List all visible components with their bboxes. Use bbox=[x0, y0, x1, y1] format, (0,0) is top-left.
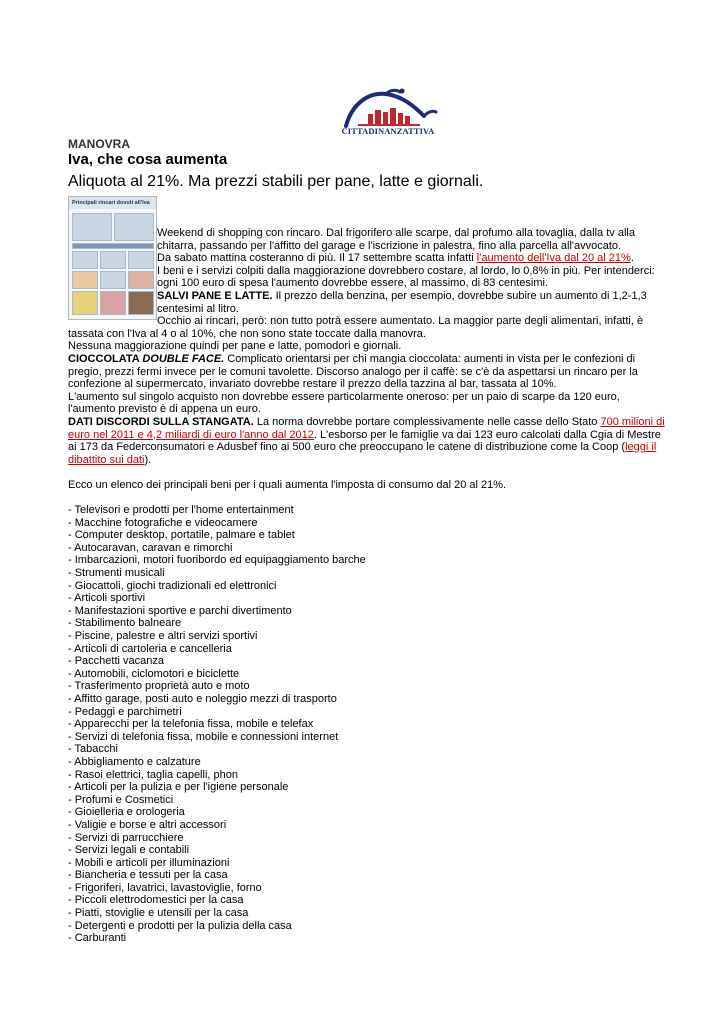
paragraph: L'aumento sul singolo acquisto non dovrebbe essere particolarmente oneroso: per un paio di scarpe da 120 euro, l'aumento previsto è di appena un euro. bbox=[68, 390, 620, 416]
list-item: - Piccoli elettrodomestici per la casa bbox=[68, 894, 244, 907]
list-item: - Valigie e borse e altri accessori bbox=[68, 818, 227, 831]
paragraph: Weekend di shopping con rincaro. Dal frigorifero alle scarpe, dal profumo alla tovaglia, dalla tv alla chitarra, passando per l'affitto del garage e l'iscrizione in palestra, fino alla parcella all'avvocato. bbox=[157, 227, 635, 252]
list-item: - Articoli sportivi bbox=[68, 592, 146, 605]
list-item: - Giocattoli, giochi tradizionali ed elettronici bbox=[68, 579, 277, 592]
list-item: - Affitto garage, posti auto e noleggio mezzi di trasporto bbox=[68, 692, 337, 705]
list-item: - Autocaravan, caravan e rimorchi bbox=[68, 541, 233, 554]
list-item: - Imbarcazioni, motori fuoribordo ed equipaggiamento barche bbox=[68, 554, 366, 567]
list-item: - Tabacchi bbox=[68, 743, 118, 756]
list-item: - Piscine, palestre e altri servizi sportivi bbox=[68, 630, 258, 642]
paragraph-heading: DATI DISCORDI SULLA STANGATA. bbox=[68, 415, 254, 428]
paragraph bbox=[68, 353, 668, 391]
text-span: . L'esborso per le famiglie va dai 123 euro calcolati dalla Cgia di Mestre ai 173 da Federconsumatori e Adusbef fino ai 500 euro che preoccupano le catene di distribuzione come la Coop ( bbox=[68, 428, 661, 454]
infographic-heading: Principali rincari dovuti all'Iva bbox=[69, 197, 156, 209]
list-item: - Abbigliamento e calzature bbox=[68, 755, 201, 768]
text-span: Complicato orientarsi per chi mangia cioccolata: aumenti in vista per le confezioni di pregio, prezzi fermi invece per le comuni tavolette. Discorso analogo per il caffè: se c'è da aspettarsi un rincaro per la confezione al supermercato, invariato dovrebbe restare il prezzo della tazzina al bar, tassata al 10%. bbox=[68, 352, 638, 391]
list-item: - Manifestazioni sportive e parchi divertimento bbox=[68, 604, 292, 617]
list-item: - Profumi e Cosmetici bbox=[68, 793, 174, 806]
list-item: - Detergenti e prodotti per la pulizia della casa bbox=[68, 919, 292, 932]
logo-emblem-icon bbox=[328, 86, 448, 128]
list-item: - Servizi legali e contabili bbox=[68, 844, 190, 857]
list-item: - Gioielleria e orologeria bbox=[68, 806, 185, 819]
spacer bbox=[68, 491, 668, 504]
section-label: MANOVRA bbox=[68, 137, 130, 151]
list-item: - Pedaggi e parchimetri bbox=[68, 705, 182, 718]
list-item: - Servizi di telefonia fissa, mobile e connessioni internet bbox=[68, 730, 339, 743]
paragraph bbox=[68, 290, 668, 315]
article-title: Iva, che cosa aumenta bbox=[68, 151, 228, 168]
text-span: ). bbox=[144, 453, 152, 466]
paragraph: I beni e i servizi colpiti dalla maggiorazione dovrebbero costare, al lordo, lo 0,8% in più. Per intenderci: ogni 100 euro di spesa l'aumento dovrebbe essere, al massimo, di 83 centesimi. bbox=[157, 264, 655, 290]
cittadinanzattiva-logo bbox=[328, 86, 448, 138]
logo-wordmark: CITTADINANZATTIVA bbox=[341, 126, 435, 136]
text-span: Da sabato mattina costeranno di più. Il 17 settembre scatta infatti bbox=[157, 252, 477, 265]
paragraph-heading-italic: DOUBLE FACE. bbox=[142, 352, 225, 365]
list-item: - Carburanti bbox=[68, 932, 127, 945]
list-item: - Articoli per la pulizia e per l'igiene personale bbox=[68, 781, 289, 794]
paragraph-heading: SALVI PANE E LATTE. bbox=[157, 289, 273, 302]
list-item: - Biancheria e tessuti per la casa bbox=[68, 869, 228, 882]
paragraph bbox=[68, 416, 668, 466]
list-item: - Frigoriferi, lavatrici, lavastoviglie, forno bbox=[68, 881, 262, 894]
list-item: - Televisori e prodotti per l'home entertainment bbox=[68, 504, 294, 517]
data-debate-link[interactable]: leggi il dibattito sui dati bbox=[68, 441, 657, 466]
list-item: - Stabilimento balneare bbox=[68, 617, 182, 630]
text-span: Il prezzo della benzina, per esempio, dovrebbe subire un aumento di 1,2-1,3 centesimi al litro. bbox=[157, 289, 647, 315]
list-item: - Macchine fotografiche e videocamere bbox=[68, 516, 258, 529]
article-subtitle: Aliquota al 21%. Ma prezzi stabili per pane, latte e giornali. bbox=[68, 173, 484, 190]
revenue-figures-link[interactable]: 700 milioni di euro nel 2011 e 4,2 miliardi di euro l'anno dal 2012 bbox=[68, 415, 665, 441]
spacer bbox=[68, 466, 668, 479]
list-item: - Mobili e articoli per illuminazioni bbox=[68, 856, 230, 869]
list-item: - Trasferimento proprietà auto e moto bbox=[68, 680, 250, 693]
list-item: - Pacchetti vacanza bbox=[68, 655, 164, 668]
text-span: . bbox=[630, 252, 634, 265]
paragraph: Occhio ai rincari, però: non tutto potrà essere aumentato. La maggior parte degli alimentari, infatti, è bbox=[157, 315, 644, 328]
list-item: - Strumenti musicali bbox=[68, 567, 165, 580]
paragraph bbox=[68, 252, 668, 265]
list-item: - Articoli di cartoleria e cancelleria bbox=[68, 642, 232, 655]
list-item: - Automobili, ciclomotori e biciclette bbox=[68, 667, 240, 680]
paragraph: tassata con l'Iva al 4 o al 10%, che non sono state toccate dalla manovra. bbox=[68, 327, 426, 340]
list-item: - Rasoi elettrici, taglia capelli, phon bbox=[68, 768, 238, 781]
article-body bbox=[68, 227, 668, 945]
list-intro: Ecco un elenco dei principali beni per i quali aumenta l'imposta di consumo dal 20 al 21%. bbox=[68, 478, 507, 491]
paragraph: Nessuna maggiorazione quindi per pane e latte, pomodori e giornali. bbox=[68, 340, 402, 353]
list-item: - Computer desktop, portatile, palmare e tablet bbox=[68, 529, 295, 542]
iva-increase-link[interactable]: l'aumento dell'Iva dal 20 al 21% bbox=[476, 252, 631, 265]
list-item: - Servizi di parrucchiere bbox=[68, 831, 184, 844]
list-item: - Apparecchi per la telefonia fissa, mobile e telefax bbox=[68, 718, 314, 731]
text-span: La norma dovrebbe portare complessivamente nelle casse dello Stato bbox=[253, 415, 601, 428]
list-item: - Piatti, stoviglie e utensili per la casa bbox=[68, 907, 249, 920]
paragraph-heading: CIOCCOLATA bbox=[68, 352, 143, 365]
goods-list bbox=[68, 504, 668, 945]
